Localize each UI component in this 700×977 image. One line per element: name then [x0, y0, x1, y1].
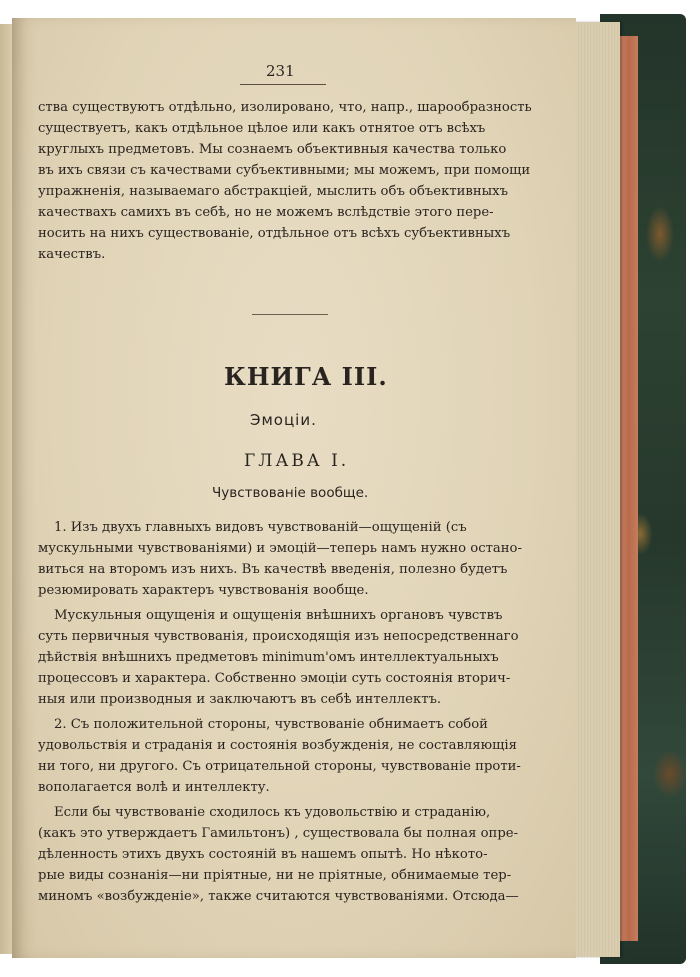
book-subtitle: Эмоціи. — [250, 411, 317, 429]
body-line: удовольствія и страданія и состоянія возбужденія, не составляющія — [38, 738, 517, 753]
red-page-edge — [620, 36, 638, 941]
body-line: дѣйствія внѣшнихъ предметовъ minimum'омъ интеллектуальныхъ — [38, 650, 499, 665]
top-line: носить на нихъ существованіе, отдѣльное отъ всѣхъ субъективныхъ — [38, 226, 511, 241]
top-line: качествахъ самихъ въ себѣ, но не можемъ вслѣдствіе этого пере- — [38, 205, 494, 220]
chapter-subtitle: Чувствованіе вообще. — [212, 485, 369, 501]
body-line: ныя или производныя и заключаютъ въ себѣ интеллектъ. — [38, 692, 442, 707]
body-line: Если бы чувствованіе сходилось къ удовольствію и страданію, — [54, 805, 491, 820]
body-line: мускульными чувствованіями) и эмоцій—теперь намъ нужно остано- — [38, 541, 522, 556]
page-number-rule — [240, 84, 326, 85]
body-line: дѣленность этихъ двухъ состояній въ нашемъ опытѣ. Но нѣкото- — [38, 847, 488, 862]
body-line: виться на второмъ изъ нихъ. Въ качествѣ введенія, полезно будетъ — [38, 562, 508, 577]
top-line: существуетъ, какъ отдѣльное цѣлое или какъ отнятое отъ всѣхъ — [38, 121, 486, 136]
section-separator — [252, 314, 328, 315]
body-line: Мускульныя ощущенія и ощущенія внѣшнихъ органовъ чувствъ — [54, 608, 503, 623]
body-line: рые виды сознанія—ни пріятные, ни не пріятные, обнимаемые тер- — [38, 868, 512, 883]
body-line: (какъ это утверждаетъ Гамильтонъ) , существовала бы полная опре- — [38, 826, 519, 841]
body-line: резюмировать характеръ чувствованія вообще. — [38, 583, 369, 598]
page-edges — [572, 22, 620, 957]
top-line: ства существуютъ отдѣльно, изолировано, что, напр., шарообразность — [38, 100, 532, 115]
top-line: въ ихъ связи съ качествами субъективными; мы можемъ, при помощи — [38, 163, 531, 178]
body-line: вополагается волѣ и интеллекту. — [38, 780, 270, 795]
body-line: процессовъ и характера. Собственно эмоціи суть состоянія вторич- — [38, 671, 511, 686]
body-line: суть первичныя чувствованія, происходящія изъ непосредственнаго — [38, 629, 519, 644]
top-line: качествъ. — [38, 247, 106, 262]
body-line: 1. Изъ двухъ главныхъ видовъ чувствованій—ощущеній (съ — [54, 520, 467, 535]
top-line: круглыхъ предметовъ. Мы сознаемъ объективныя качества только — [38, 142, 507, 157]
page-number: 231 — [266, 62, 295, 80]
chapter-heading: ГЛАВА I. — [244, 451, 350, 471]
top-line: упражненія, называемаго абстракціей, мыслить объ объективныхъ — [38, 184, 508, 199]
body-line: 2. Съ положительной стороны, чувствованіе обнимаетъ собой — [54, 717, 488, 732]
body-line: миномъ «возбужденіе», также считаются чувствованіями. Отсюда— — [38, 889, 519, 904]
book-page — [12, 18, 576, 958]
body-line: ни того, ни другого. Съ отрицательной стороны, чувствованіе проти- — [38, 759, 521, 774]
book-heading: КНИГА III. — [224, 362, 388, 391]
